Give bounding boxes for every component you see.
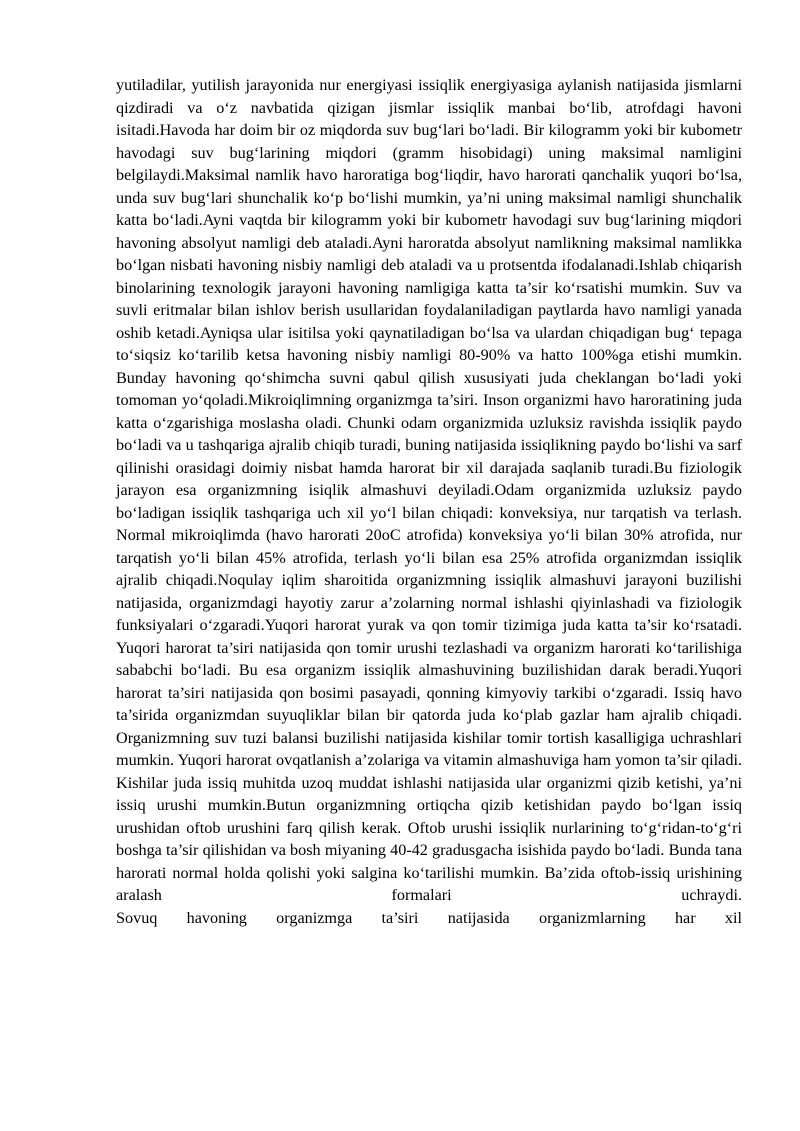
body-paragraph-continued: Sovuq havoning organizmga ta’siri natijasida organizmlarning har xil: [116, 908, 742, 927]
body-paragraph: yutiladilar, yutilish jarayonida nur energiyasi issiqlik energiyasiga aylanish natijasida jismlarni qizdiradi va o‘z navbatida qizigan jismlar issiqlik manbai bo‘lib, atrofdagi havoni isitadi.Havoda har doim bir oz miqdorda suv bug‘lari bo‘ladi. Bir kilogramm yoki bir kubometr havodagi suv bug‘larining miqdori (gramm hisobidagi) uning maksimal namligini belgilaydi.Maksimal namlik havo haroratiga bog‘liqdir, havo harorati qanchalik yuqori bo‘lsa, unda suv bug‘lari shunchalik ko‘p bo‘lishi mumkin, ya’ni uning maksimal namligi shunchalik katta bo‘ladi.Ayni vaqtda bir kilogramm yoki bir kubometr havodagi suv bug‘larining miqdori havoning absolyut namligi deb ataladi.Ayni haroratda absolyut namlikning maksimal namlikka bo‘lgan nisbati havoning nisbiy namligi deb ataladi va u protsentda ifodalanadi.Ishlab chiqarish binolarining texnologik jarayoni havoning namligiga katta ta’sir ko‘rsatishi mumkin. Suv va suvli eritmalar bilan ishlov berish usullaridan foydalaniladigan paytlarda havo namligi yanada oshib ketadi.Ayniqsa ular isitilsa yoki qaynatiladigan bo‘lsa va ulardan chiqadigan bug‘ tepaga to‘siqsiz ko‘tarilib ketsa havoning nisbiy namligi 80-90% va hatto 100%ga etishi mumkin. Bunday havoning qo‘shimcha suvni qabul qilish xususiyati juda cheklangan bo‘ladi yoki tomoman yo‘qoladi.Mikroiqlimning organizmga ta’siri. Inson organizmi havo haroratining juda katta o‘zgarishiga moslasha oladi. Chunki odam organizmida uzluksiz ravishda issiqlik paydo bo‘ladi va u tashqariga ajralib chiqib turadi, buning natijasida issiqlikning paydo bo‘lishi va sarf qilinishi orasidagi doimiy nisbat hamda harorat bir xil darajada saqlanib turadi.Bu fiziologik jarayon esa organizmning isiqlik almashuvi deyiladi.Odam organizmida uzluksiz paydo bo‘ladigan issiqlik tashqariga uch xil yo‘l bilan chiqadi: konveksiya, nur tarqatish va terlash. Normal mikroiqlimda (havo harorati 20oC atrofida) konveksiya yo‘li bilan 30% atrofida, nur tarqatish yo‘li bilan 45% atrofida, terlash yo‘li bilan esa 25% atrofida organizmdan issiqlik ajralib chiqadi.Noqulay iqlim sharoitida organizmning issiqlik almashuvi jarayoni buzilishi natijasida, organizmdagi hayotiy zarur a’zolarning normal ishlashi qiyinlashadi va fiziologik funksiyalari o‘zgaradi.Yuqori harorat yurak va qon tomir tizimiga juda katta ta’sir ko‘rsatadi. Yuqori harorat ta’siri natijasida qon tomir urushi tezlashadi va organizm harorati ko‘tarilishiga sababchi bo‘ladi. Bu esa organizm issiqlik almashuvining buzilishidan darak beradi.Yuqori harorat ta’siri natijasida qon bosimi pasayadi, qonning kimyoviy tarkibi o‘zgaradi. Issiq havo ta’sirida organizmdan suyuqliklar bilan bir qatorda juda ko‘plab gazlar ham ajralib chiqadi. Organizmning suv tuzi balansi buzilishi natijasida kishilar tomir tortish kasalligiga uchrashlari mumkin. Yuqori harorat ovqatlanish a’zolariga va vitamin almashuviga ham yomon ta’sir qiladi. Kishilar juda issiq muhitda uzoq muddat ishlashi natijasida ular organizmi qizib ketishi, ya’ni issiq urushi mumkin.Butun organizmning ortiqcha qizib ketishidan paydo bo‘lgan issiq urushidan oftob urushini farq qilish kerak. Oftob urushi issiqlik nurlarining to‘g‘ridan-to‘g‘ri boshga ta’sir qilishidan va bosh miyaning 40-42 gradusgacha isishida paydo bo‘ladi. Bunda tana harorati normal holda qolishi yoki salgina ko‘tarilishi mumkin. Ba’zida oftob-issiq urishining aralash formalari uchraydi.: [116, 76, 742, 904]
document-page: [116, 74, 742, 929]
